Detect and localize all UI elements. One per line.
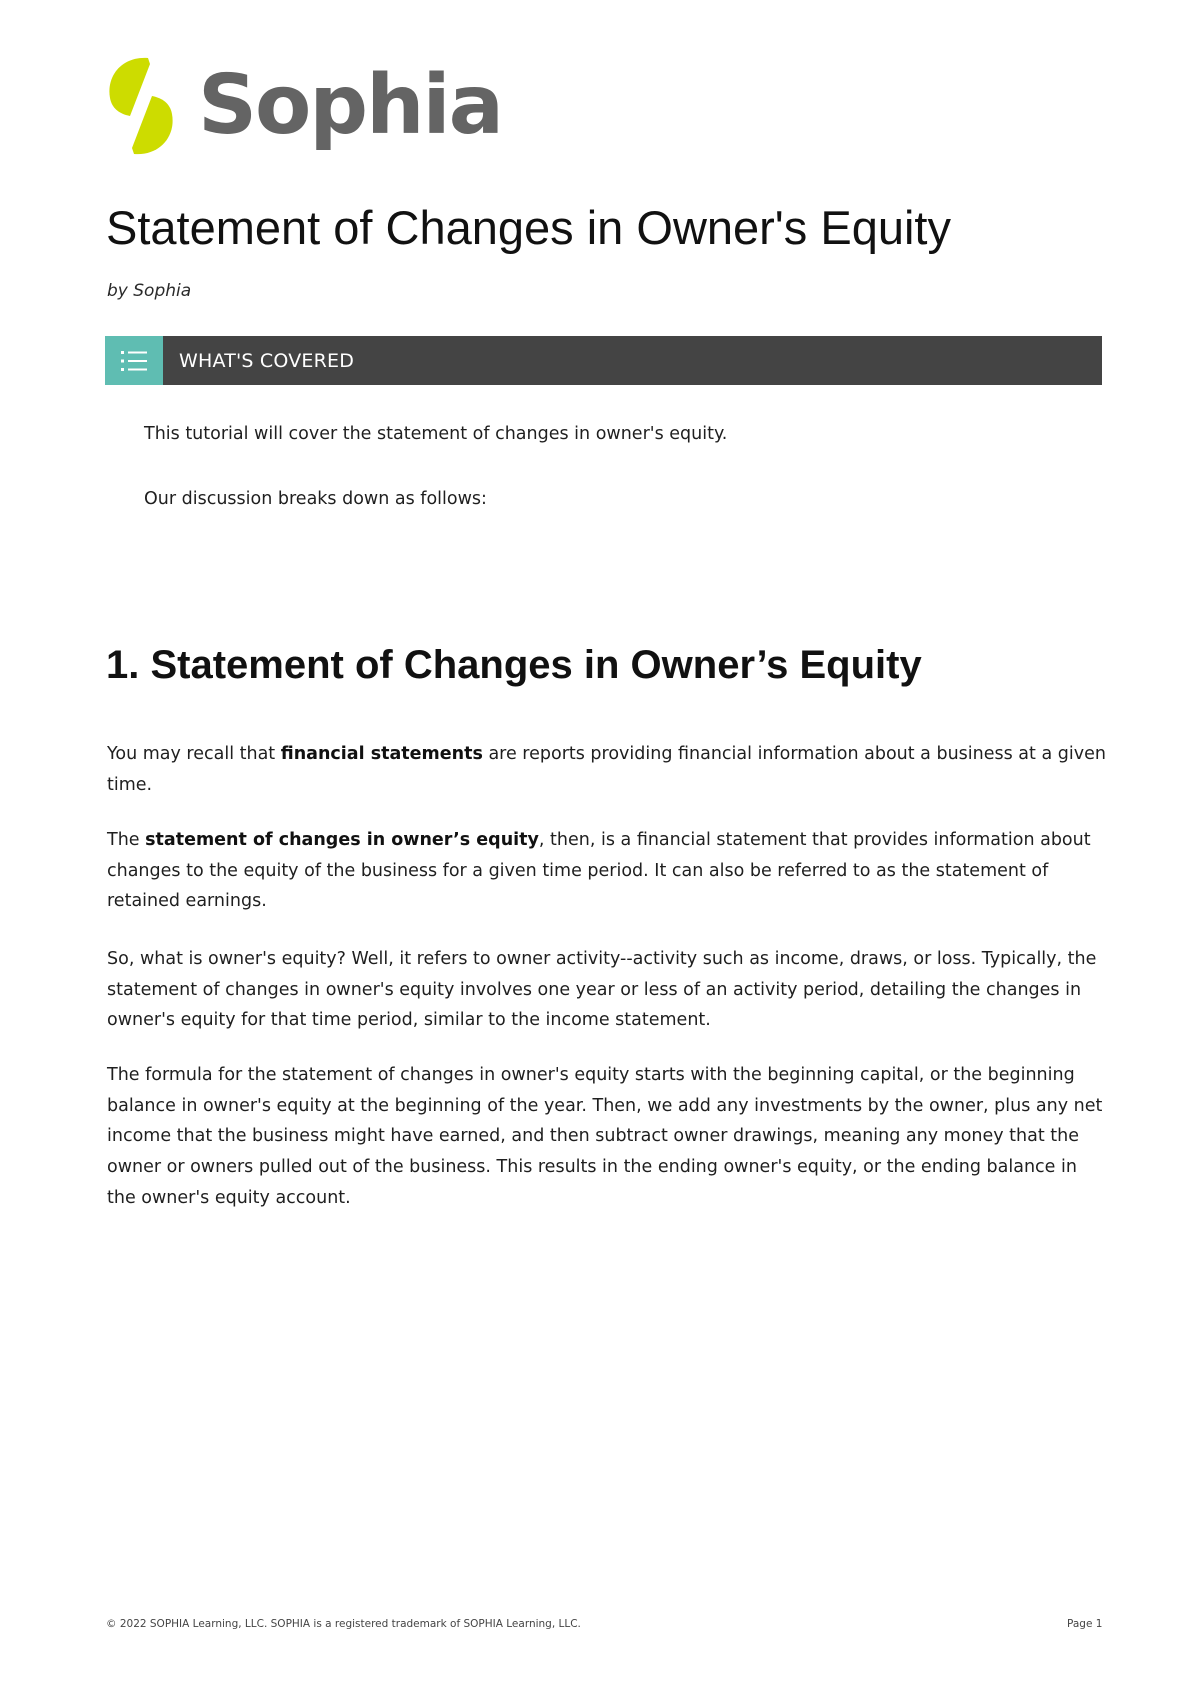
footer-copyright: © 2022 SOPHIA Learning, LLC. SOPHIA is a registered trademark of SOPHIA Learning, LLC. — [106, 1618, 581, 1630]
whats-covered-label: WHAT'S COVERED — [179, 349, 355, 372]
list-icon — [120, 349, 148, 373]
byline: by Sophia — [107, 281, 192, 301]
paragraph-formula: The formula for the statement of changes in owner's equity starts with the beginning capital, or the beginning balance in owner's equity at the beginning of the year. Then, we add any investments by the owner, plus any net income that the business might have earned, and then subtract owner drawings, meaning any money that the owner or owners pulled out of the business. This results in the ending owner's equity, or the ending balance in the owner's equity account. — [107, 1065, 1103, 1208]
whats-covered-icon-box — [105, 336, 163, 385]
footer-page-number: Page 1 — [1067, 1618, 1103, 1630]
sophia-wordmark: Sophia — [198, 58, 502, 153]
section-heading: 1. Statement of Changes in Owner’s Equity — [106, 643, 922, 687]
term-statement-of-changes: statement of changes in owner’s equity — [145, 830, 539, 850]
paragraph-definition: The statement of changes in owner’s equity, then, is a financial statement that provides information about changes to the equity of the business for a given time period. It can also be referred to as the statement of retained earnings. — [107, 830, 1091, 912]
whats-covered-banner — [105, 336, 1102, 385]
sophia-logo — [104, 54, 502, 158]
intro-text: This tutorial will cover the statement of changes in owner's equity. — [144, 424, 728, 444]
sophia-s-leaf-icon — [104, 54, 178, 158]
term-financial-statements: financial statements — [280, 744, 483, 764]
paragraph-owners-equity: So, what is owner's equity? Well, it refers to owner activity--activity such as income, draws, or loss. Typically, the statement of changes in owner's equity involves one year or less of an activity period, detailing the changes in owner's equity for that time period, similar to the income statement. — [107, 949, 1097, 1031]
document-title: Statement of Changes in Owner's Equity — [106, 201, 951, 254]
discussion-text: Our discussion breaks down as follows: — [144, 489, 487, 509]
paragraph-financial-statements: You may recall that financial statements are reports providing financial information about a business at a given time. — [107, 744, 1106, 795]
